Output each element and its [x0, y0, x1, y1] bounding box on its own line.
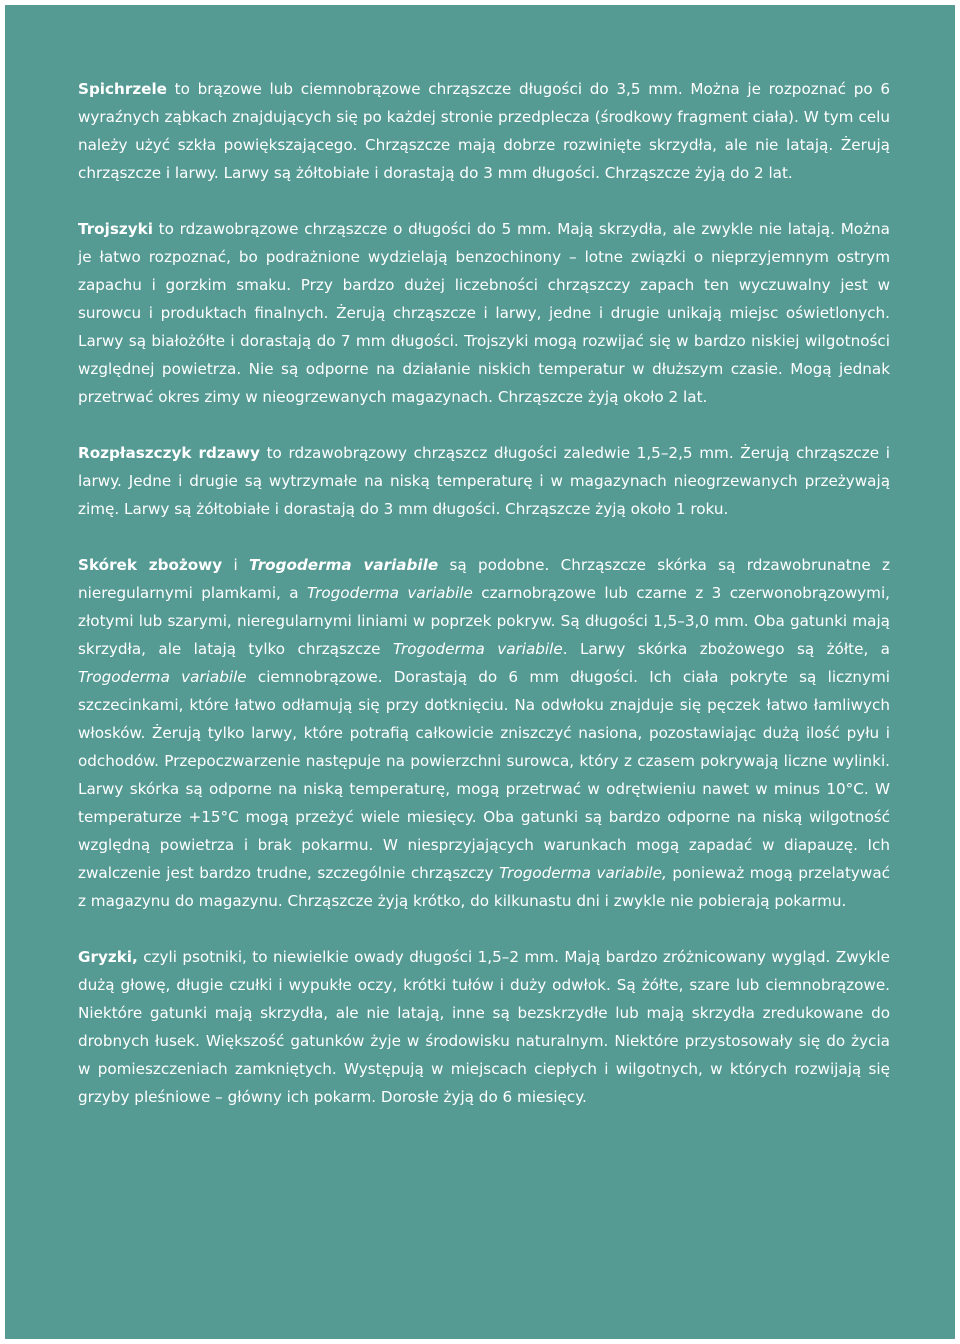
paragraph-skorek-zbozowy [78, 551, 890, 915]
paragraph-trojszyki [78, 215, 890, 411]
paragraph-text: to rdzawobrązowe chrząszcze o długości do 5 mm. Mają skrzydła, ale zwykle nie latają. Można je łatwo rozpoznać, bo podrażnione wydzielają benzochinony – lotne związki o nieprzyjemnym ostrym zapachu i gorzkim smaku. Przy bardzo dużej liczebności chrząszczy zapach ten wyczuwalny jest w surowcu i produktach finalnych. Żerują chrząszcze i larwy, jedne i drugie unikają miejsc oświetlonych. Larwy są białożółte i dorastają do 7 mm długości. Trojszyki mogą rozwijać się w bardzo niskiej wilgotności względnej powietrza. Nie są odporne na działanie niskich temperatur w dłuższym czasie. Mogą jednak przetrwać okres zimy w nieogrzewanych magazynach. Chrząszcze żyją około 2 lat. [78, 220, 890, 406]
paragraph-text: to rdzawobrązowy chrząszcz długości zaledwie 1,5–2,5 mm. Żerują chrząszcze i larwy. Jedne i drugie są wytrzymałe na niską temperaturę i w magazynach nieogrzewanych przeżywają zimę. Larwy są żółtobiałe i dorastają do 3 mm długości. Chrząszcze żyją około 1 roku. [78, 444, 890, 518]
paragraph-gryzki [78, 943, 890, 1111]
paragraph-text: ciemnobrązowe. Dorastają do 6 mm długości. Ich ciała pokryte są licznymi szczecinkami, które łatwo odłamują się przy dotknięciu. Na odwłoku znajduje się pęczek łatwo łamliwych włosków. Żerują tylko larwy, które potrafią całkowicie zniszczyć nasiona, pozostawiając dużą ilość pyłu i odchodów. Przepoczwarzenie następuje na powierzchni surowca, który z czasem pokrywają liczne wylinki. Larwy skórka są odporne na niską temperaturę, mogą przetrwać w odrętwieniu nawet w minus 10°C. W temperaturze +15°C mogą przeżyć wiele miesięcy. Oba gatunki są bardzo odporne na niską wilgotność względną powietrza i brak pokarmu. W niesprzyjających warunkach mogą zapadać w diapauzę. Ich zwalczenie jest bardzo trudne, szczególnie chrząszczy [78, 668, 890, 882]
page-background [5, 5, 955, 1339]
term-joiner: i [222, 556, 249, 574]
paragraph-spichrzele [78, 75, 890, 187]
paragraph-text: czarnobrązowe lub czarne z 3 czerwonobrązowymi, złotymi lub szarymi, nieregularnymi liniami w poprzek pokryw. Są długości 1,5–3,0 mm. Oba gatunki mają skrzydła, ale latają tylko chrząszcze [78, 584, 890, 658]
term-rozplaszczyk-rdzawy: Rozpłaszczyk rdzawy [78, 444, 260, 462]
term-spichrzele: Spichrzele [78, 80, 167, 98]
document-body [78, 75, 890, 1139]
species-italic: Trogoderma variabile, [499, 864, 667, 882]
term-skorek-zbozowy: Skórek zbożowy [78, 556, 223, 574]
paragraph-text: są podobne. Chrząszcze skórka są rdzawobrunatne z nieregularnymi plamkami, a [78, 556, 891, 602]
species-italic: Trogoderma variabile [307, 584, 473, 602]
paragraph-text: . Larwy skórka zbożowego są żółte, a [562, 640, 890, 658]
species-italic: Trogoderma variabile [392, 640, 563, 658]
paragraph-text: czyli psotniki, to niewielkie owady długości 1,5–2 mm. Mają bardzo zróżnicowany wygląd. Zwykle dużą głowę, długie czułki i wypukłe oczy, krótki tułów i duży odwłok. Są żółte, szare lub ciemnobrązowe. Niektóre gatunki mają skrzydła, ale nie latają, inne są bezskrzydłe lub mają skrzydła zredukowane do drobnych łusek. Większość gatunków żyje w środowisku naturalnym. Niektóre przystosowały się do życia w pomieszczeniach zamkniętych. Występują w miejscach ciepłych i wilgotnych, w których rozwijają się grzyby pleśniowe – główny ich pokarm. Dorosłe żyją do 6 miesięcy. [78, 948, 890, 1106]
paragraph-text: ponieważ mogą przelatywać z magazynu do magazynu. Chrząszcze żyją krótko, do kilkunastu dni i zwykle nie pobierają pokarmu. [78, 864, 890, 910]
term-gryzki: Gryzki, [78, 948, 138, 966]
term-trojszyki: Trojszyki [78, 220, 153, 238]
term-trogoderma-variabile: Trogoderma variabile [249, 556, 439, 574]
species-italic: Trogoderma variabile [78, 668, 247, 686]
paragraph-rozplaszczyk [78, 439, 890, 523]
paragraph-text: to brązowe lub ciemnobrązowe chrząszcze długości do 3,5 mm. Można je rozpoznać po 6 wyraźnych ząbkach znajdujących się po każdej stronie przedplecza (środkowy fragment ciała). W tym celu należy użyć szkła powiększającego. Chrząszcze mają dobrze rozwinięte skrzydła, ale nie latają. Żerują chrząszcze i larwy. Larwy są żółtobiałe i dorastają do 3 mm długości. Chrząszcze żyją do 2 lat. [78, 80, 890, 182]
